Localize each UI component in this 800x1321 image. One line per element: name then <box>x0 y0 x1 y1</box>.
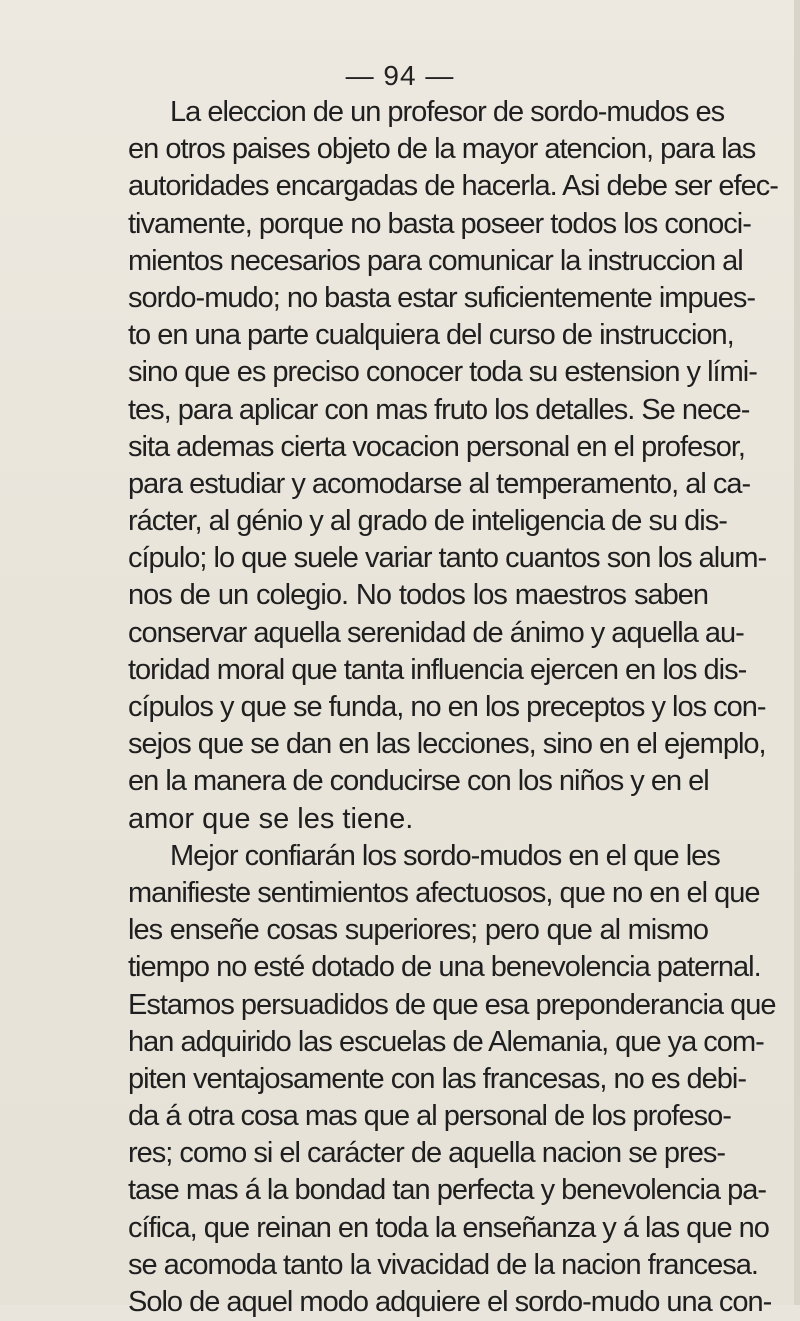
text-line: tiempo no esté dotado de una benevolencia paternal. <box>128 951 761 984</box>
text-line: en otros paises objeto de la mayor atencion, para las <box>128 133 756 166</box>
text-line: mientos necesarios para comunicar la instruccion al <box>128 244 743 277</box>
text-line: amor que se les tiene. <box>128 802 414 835</box>
text-line: sita ademas cierta vocacion personal en el profesor, <box>128 430 745 463</box>
text-line: se acomoda tanto la vivacidad de la nacion francesa. <box>128 1248 758 1281</box>
text-line: to en una parte cualquiera del curso de instruccion, <box>128 319 734 352</box>
text-line: sordo-mudo; no basta estar suficientemente impues- <box>128 281 756 314</box>
text-line: toridad moral que tanta influencia ejercen en los dis- <box>128 653 747 686</box>
text-line: La eleccion de un profesor de sordo-mudos es <box>170 96 725 128</box>
text-line: cípulos y que se funda, no en los preceptos y los con- <box>128 691 766 723</box>
text-line: han adquirido las escuelas de Alemania, que ya com- <box>128 1025 764 1058</box>
text-line: cípulo; lo que suele variar tanto cuantos son los alum- <box>128 542 767 575</box>
text-line: cífica, que reinan en toda la enseñanza y á las que no <box>128 1211 769 1244</box>
text-line: rácter, al génio y al grado de inteligencia de su dis- <box>128 505 727 538</box>
page-number: — 94 — <box>345 60 455 91</box>
text-line: tes, para aplicar con mas fruto los detalles. Se nece- <box>128 393 750 426</box>
text-line: conservar aquella serenidad de ánimo y aquella au- <box>128 616 744 649</box>
text-line: autoridades encargadas de hacerla. Asi debe ser efec- <box>128 170 778 203</box>
text-line: les enseñe cosas superiores; pero que al mismo <box>128 914 708 947</box>
text-line: nos de un colegio. No todos los maestros saben <box>128 579 708 612</box>
text-line: en la manera de conducirse con los niños y en el <box>128 765 709 798</box>
text-line: tivamente, porque no basta poseer todos los conoci- <box>128 207 751 240</box>
text-line: da á otra cosa mas que al personal de los profeso- <box>128 1100 731 1133</box>
text-line: res; como si el carácter de aquella nacion se pres- <box>128 1137 725 1170</box>
text-line: manifieste sentimientos afectuosos, que no en el que <box>128 876 760 909</box>
text-line: Mejor confiarán los sordo-mudos en el que les <box>170 839 720 872</box>
text-line: tase mas á la bondad tan perfecta y benevolencia pa- <box>128 1174 767 1207</box>
text-line: Estamos persuadidos de que esa preponderancia que <box>128 988 776 1021</box>
text-line: Solo de aquel modo adquiere el sordo-mudo una con- <box>128 1286 772 1318</box>
text-line: sejos que se dan en las lecciones, sino en el ejemplo, <box>128 728 766 761</box>
text-line: sino que es preciso conocer toda su estension y lími- <box>128 356 757 389</box>
text-line: para estudiar y acomodarse al temperamento, al ca- <box>128 467 751 500</box>
page-edge <box>794 0 800 1305</box>
text-line: piten ventajosamente con las francesas, no es debi- <box>128 1062 747 1095</box>
body-text <box>128 94 778 1321</box>
